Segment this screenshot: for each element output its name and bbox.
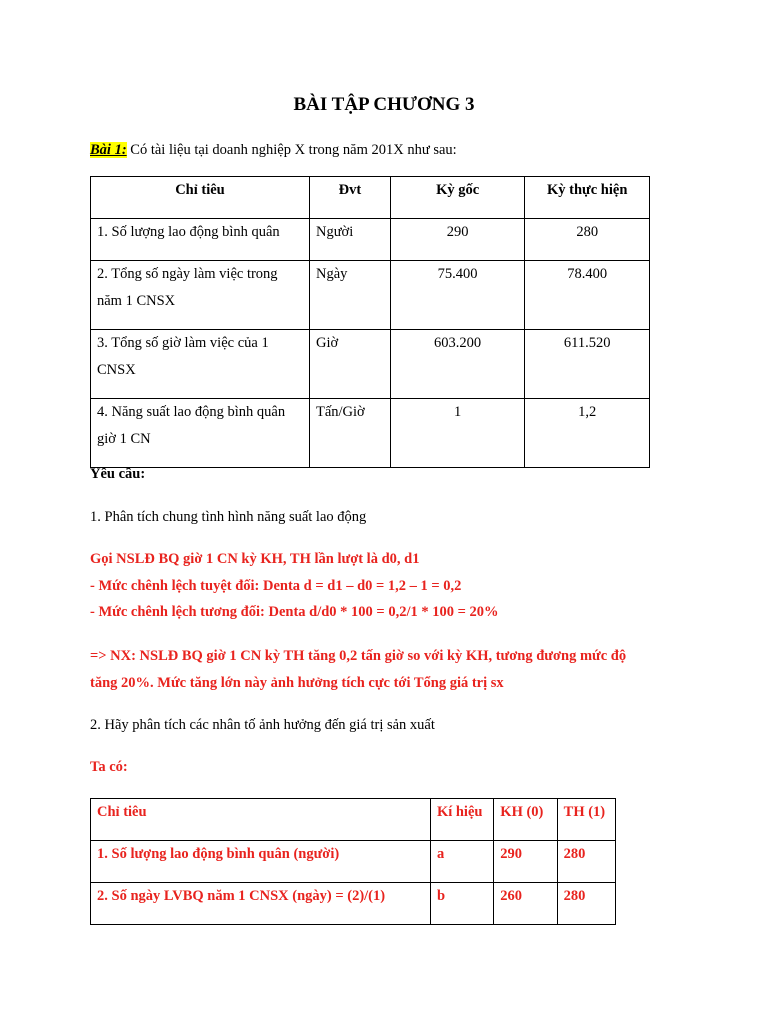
table-cell: 2. Số ngày LVBQ năm 1 CNSX (ngày) = (2)/(1) bbox=[91, 883, 431, 925]
table-cell: 1 bbox=[390, 399, 525, 468]
document-title: BÀI TẬP CHƯƠNG 3 bbox=[293, 94, 475, 115]
header-cell: Đvt bbox=[309, 177, 390, 219]
ta-co-label: Ta có: bbox=[90, 759, 128, 775]
answer-line: Gọi NSLĐ BQ giờ 1 CN kỳ KH, TH lần lượt là d0, d1 bbox=[90, 551, 420, 567]
table-cell: 1. Số lượng lao động bình quân (người) bbox=[91, 841, 431, 883]
header-cell: Kí hiệu bbox=[430, 799, 493, 841]
answer-line: => NX: NSLĐ BQ giờ 1 CN kỳ TH tăng 0,2 tấn giờ so với kỳ KH, tương đương mức độ bbox=[90, 648, 627, 664]
header-cell: Kỳ gốc bbox=[390, 177, 525, 219]
table-cell: 75.400 bbox=[390, 261, 525, 330]
table-cell: 280 bbox=[557, 883, 615, 925]
table-cell: 290 bbox=[494, 841, 557, 883]
data-table bbox=[90, 176, 650, 468]
table-cell: 290 bbox=[390, 219, 525, 261]
table-cell: 280 bbox=[525, 219, 650, 261]
table-cell: 611.520 bbox=[525, 330, 650, 399]
requirement-label: Yêu cầu: bbox=[90, 466, 146, 482]
header-cell: Chỉ tiêu bbox=[91, 177, 310, 219]
table-cell: a bbox=[430, 841, 493, 883]
table-cell: Tấn/Giờ bbox=[309, 399, 390, 468]
table-header-row bbox=[91, 177, 650, 219]
table-row bbox=[91, 399, 650, 468]
requirement-2: 2. Hãy phân tích các nhân tố ảnh hưởng đến giá trị sản xuất bbox=[90, 717, 435, 733]
table-row bbox=[91, 841, 616, 883]
table-row bbox=[91, 261, 650, 330]
header-cell: Chỉ tiêu bbox=[91, 799, 431, 841]
answer-line: - Mức chênh lệch tuyệt đối: Denta d = d1 – d0 = 1,2 – 1 = 0,2 bbox=[90, 578, 462, 594]
table-row bbox=[91, 219, 650, 261]
exercise-label: Bài 1: bbox=[90, 142, 127, 158]
answer-line: - Mức chênh lệch tương đối: Denta d/d0 * 100 = 0,2/1 * 100 = 20% bbox=[90, 604, 499, 620]
table-cell: b bbox=[430, 883, 493, 925]
requirement-1: 1. Phân tích chung tình hình năng suất lao động bbox=[90, 509, 367, 525]
table-cell: 603.200 bbox=[390, 330, 525, 399]
table-cell: 78.400 bbox=[525, 261, 650, 330]
header-cell: Kỳ thực hiện bbox=[525, 177, 650, 219]
table-cell: Ngày bbox=[309, 261, 390, 330]
table-cell: 280 bbox=[557, 841, 615, 883]
table-cell: Giờ bbox=[309, 330, 390, 399]
header-cell: KH (0) bbox=[494, 799, 557, 841]
intro-text: Có tài liệu tại doanh nghiệp X trong năm 201X như sau: bbox=[126, 142, 457, 158]
intro-paragraph bbox=[90, 141, 457, 159]
table-cell: 3. Tổng số giờ làm việc của 1 CNSX bbox=[91, 330, 310, 399]
table-row bbox=[91, 883, 616, 925]
table-cell: 1. Số lượng lao động bình quân bbox=[91, 219, 310, 261]
table-header-row bbox=[91, 799, 616, 841]
table-cell: 1,2 bbox=[525, 399, 650, 468]
table-cell: 4. Năng suất lao động bình quân giờ 1 CN bbox=[91, 399, 310, 468]
table-cell: Người bbox=[309, 219, 390, 261]
table-cell: 260 bbox=[494, 883, 557, 925]
table-cell: 2. Tổng số ngày làm việc trong năm 1 CNSX bbox=[91, 261, 310, 330]
factor-table bbox=[90, 798, 616, 925]
header-cell: TH (1) bbox=[557, 799, 615, 841]
answer-line: tăng 20%. Mức tăng lớn này ảnh hưởng tích cực tới Tổng giá trị sx bbox=[90, 675, 504, 691]
table-row bbox=[91, 330, 650, 399]
